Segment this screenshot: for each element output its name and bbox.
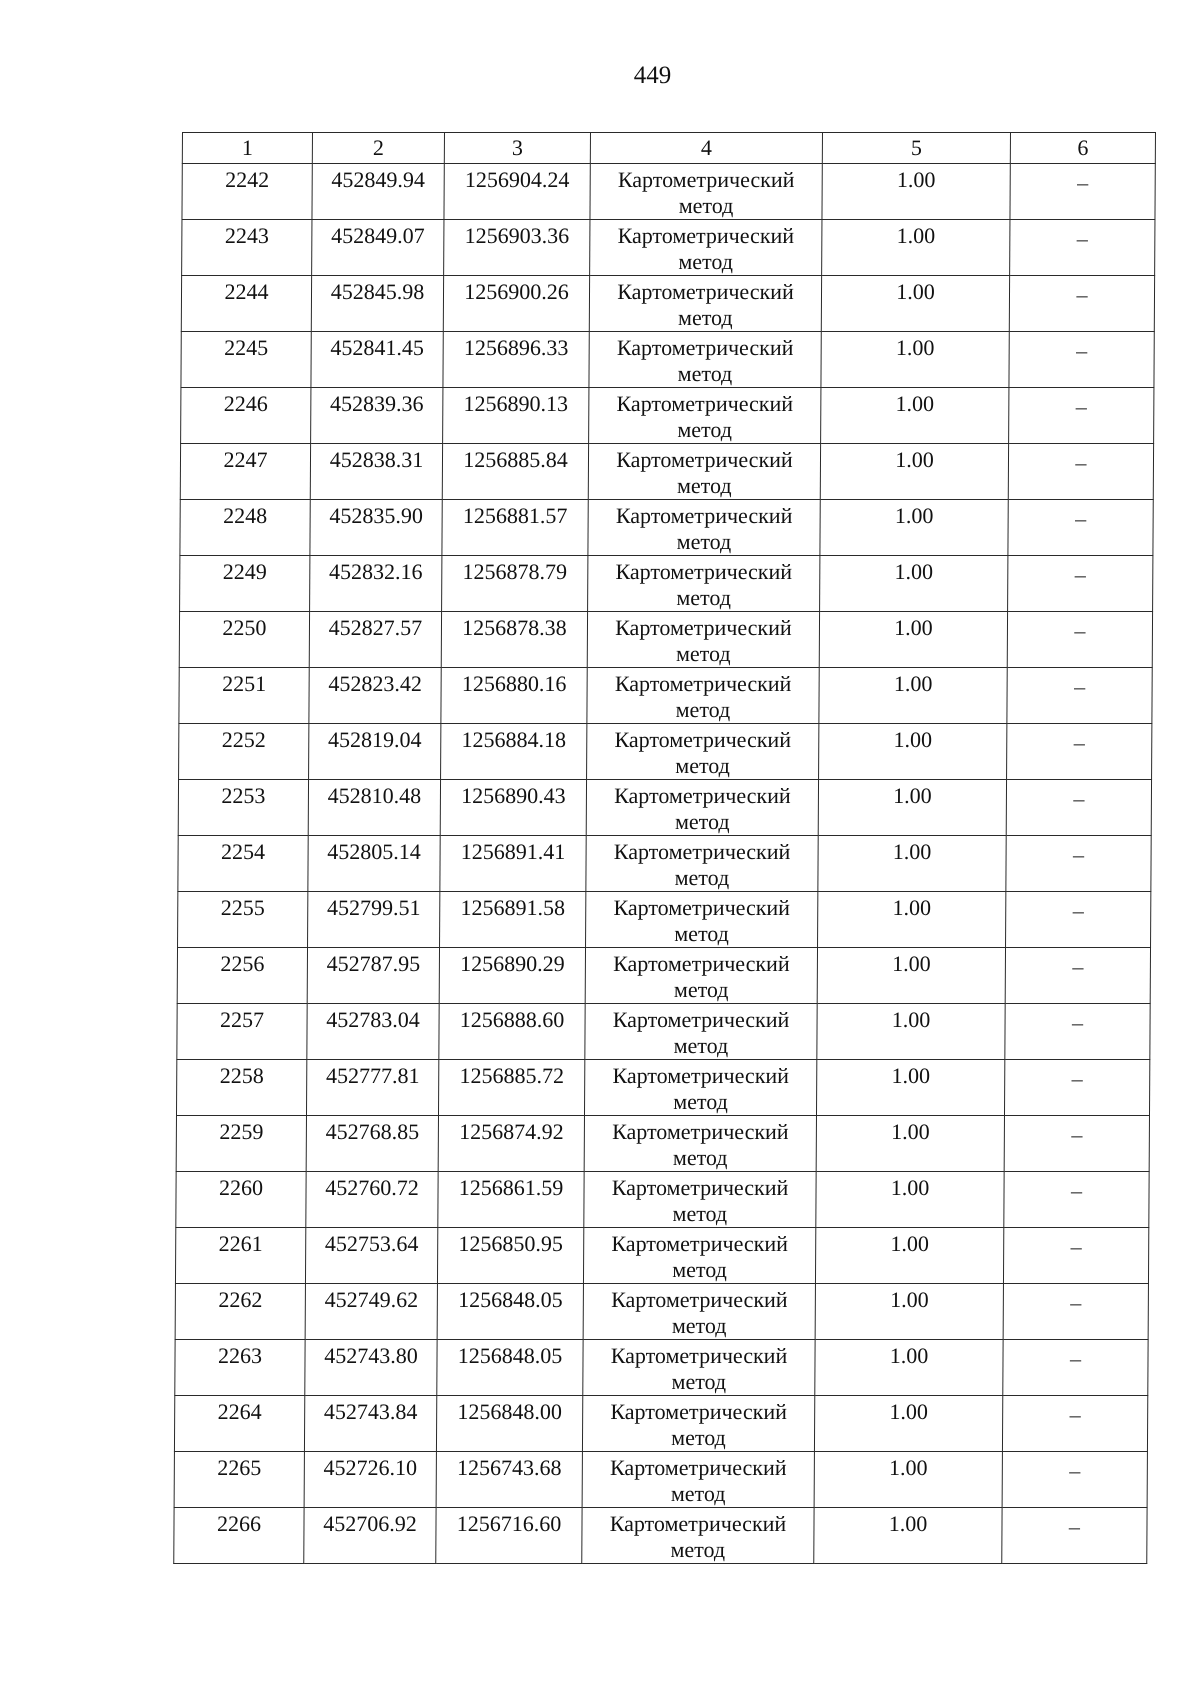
method-line-2: метод	[677, 417, 733, 442]
column-header-4: 4	[590, 133, 822, 164]
point-number-cell: 2262	[175, 1284, 305, 1340]
accuracy-cell: 1.00	[819, 724, 1007, 780]
x-coordinate-cell: 452849.07	[312, 220, 444, 276]
table-row	[180, 500, 1153, 556]
table-row	[182, 164, 1155, 220]
method-line-1: Картометрический	[615, 503, 793, 528]
note-cell: –	[1009, 388, 1154, 444]
table-row	[174, 1396, 1147, 1452]
table-row	[178, 892, 1151, 948]
method-line-1: Картометрический	[610, 1455, 787, 1480]
table-body	[174, 164, 1156, 1564]
method-cell	[589, 388, 821, 444]
point-number-cell: 2247	[180, 444, 310, 500]
x-coordinate-cell: 452827.57	[309, 612, 441, 668]
accuracy-cell: 1.00	[816, 1060, 1004, 1116]
method-line-2: метод	[672, 1201, 728, 1226]
point-number-cell: 2260	[176, 1172, 306, 1228]
table-row	[180, 444, 1153, 500]
y-coordinate-cell: 1256880.16	[441, 668, 587, 724]
method-cell	[583, 1284, 815, 1340]
accuracy-cell: 1.00	[817, 948, 1005, 1004]
accuracy-cell: 1.00	[820, 556, 1008, 612]
method-line-2: метод	[675, 641, 731, 666]
method-cell	[589, 332, 821, 388]
method-line-1: Картометрический	[617, 167, 795, 192]
table-row	[180, 556, 1153, 612]
accuracy-cell: 1.00	[820, 444, 1008, 500]
note-cell: –	[1007, 668, 1152, 724]
method-line-1: Картометрический	[615, 559, 793, 584]
method-line-1: Картометрический	[611, 1175, 789, 1200]
method-line-2: метод	[673, 977, 729, 1002]
column-header-1: 1	[182, 133, 312, 164]
y-coordinate-cell: 1256890.43	[440, 780, 586, 836]
method-line-1: Картометрический	[616, 447, 793, 472]
x-coordinate-cell: 452706.92	[304, 1508, 436, 1564]
x-coordinate-cell: 452753.64	[305, 1228, 437, 1284]
x-coordinate-cell: 452743.84	[304, 1396, 436, 1452]
table-header	[182, 133, 1155, 164]
method-line-2: метод	[672, 1257, 727, 1282]
method-cell	[588, 556, 820, 612]
method-cell	[585, 1004, 817, 1060]
method-cell	[582, 1508, 814, 1564]
note-cell: –	[1007, 724, 1152, 780]
note-cell: –	[1004, 1060, 1149, 1116]
x-coordinate-cell: 452768.85	[306, 1116, 438, 1172]
method-cell	[586, 836, 818, 892]
method-line-1: Картометрический	[616, 335, 794, 360]
method-line-2: метод	[673, 1089, 728, 1114]
method-line-1: Картометрический	[610, 1343, 788, 1368]
accuracy-cell: 1.00	[819, 612, 1007, 668]
point-number-cell: 2243	[182, 220, 312, 276]
method-line-1: Картометрический	[614, 783, 791, 808]
method-cell	[590, 220, 822, 276]
x-coordinate-cell: 452777.81	[306, 1060, 438, 1116]
y-coordinate-cell: 1256848.00	[436, 1396, 582, 1452]
note-cell: –	[1009, 276, 1154, 332]
note-cell: –	[1007, 612, 1152, 668]
y-coordinate-cell: 1256850.95	[437, 1228, 583, 1284]
point-number-cell: 2258	[176, 1060, 306, 1116]
method-cell	[584, 1116, 816, 1172]
note-cell: –	[1004, 1116, 1149, 1172]
accuracy-cell: 1.00	[815, 1228, 1003, 1284]
point-number-cell: 2249	[180, 556, 310, 612]
point-number-cell: 2254	[178, 836, 308, 892]
x-coordinate-cell: 452835.90	[310, 500, 442, 556]
method-line-2: метод	[674, 809, 730, 834]
y-coordinate-cell: 1256890.29	[439, 948, 585, 1004]
note-cell: –	[1006, 836, 1151, 892]
method-line-1: Картометрический	[613, 895, 791, 920]
method-line-1: Картометрический	[610, 1399, 787, 1424]
accuracy-cell: 1.00	[822, 220, 1010, 276]
method-line-1: Картометрический	[612, 1119, 789, 1144]
column-header-6: 6	[1010, 133, 1155, 164]
accuracy-cell: 1.00	[814, 1452, 1002, 1508]
x-coordinate-cell: 452838.31	[310, 444, 442, 500]
column-header-5: 5	[822, 133, 1010, 164]
x-coordinate-cell: 452845.98	[311, 276, 443, 332]
note-cell: –	[1002, 1508, 1147, 1564]
method-cell	[588, 444, 820, 500]
method-cell	[584, 1172, 816, 1228]
note-cell: –	[1008, 556, 1153, 612]
method-line-2: метод	[671, 1425, 726, 1450]
point-number-cell: 2253	[178, 780, 308, 836]
y-coordinate-cell: 1256881.57	[442, 500, 588, 556]
table-row	[176, 1116, 1149, 1172]
point-number-cell: 2251	[179, 668, 309, 724]
note-cell: –	[1004, 1172, 1149, 1228]
column-header-3: 3	[444, 133, 590, 164]
column-header-2: 2	[312, 133, 444, 164]
table-row	[174, 1508, 1147, 1564]
accuracy-cell: 1.00	[821, 388, 1009, 444]
table-row	[181, 388, 1154, 444]
point-number-cell: 2261	[175, 1228, 305, 1284]
table-row	[175, 1340, 1148, 1396]
accuracy-cell: 1.00	[822, 164, 1010, 220]
table-row	[175, 1228, 1148, 1284]
table-row	[181, 276, 1154, 332]
point-number-cell: 2259	[176, 1116, 306, 1172]
x-coordinate-cell: 452841.45	[311, 332, 443, 388]
header-row	[182, 133, 1155, 164]
accuracy-cell: 1.00	[821, 276, 1009, 332]
point-number-cell: 2265	[174, 1452, 304, 1508]
y-coordinate-cell: 1256900.26	[443, 276, 589, 332]
y-coordinate-cell: 1256874.92	[438, 1116, 584, 1172]
table-row	[177, 948, 1150, 1004]
method-cell	[590, 164, 822, 220]
accuracy-cell: 1.00	[818, 780, 1006, 836]
y-coordinate-cell: 1256891.41	[440, 836, 586, 892]
method-line-2: метод	[678, 249, 734, 274]
method-cell	[583, 1340, 815, 1396]
note-cell: –	[1006, 892, 1151, 948]
accuracy-cell: 1.00	[815, 1284, 1003, 1340]
accuracy-cell: 1.00	[818, 836, 1006, 892]
method-line-1: Картометрический	[609, 1511, 787, 1536]
method-cell	[589, 276, 821, 332]
note-cell: –	[1003, 1228, 1148, 1284]
accuracy-cell: 1.00	[819, 668, 1007, 724]
method-cell	[583, 1228, 815, 1284]
table-row	[177, 1004, 1150, 1060]
y-coordinate-cell: 1256743.68	[436, 1452, 582, 1508]
method-line-2: метод	[676, 529, 732, 554]
note-cell: –	[1006, 780, 1151, 836]
method-line-1: Картометрический	[617, 279, 794, 304]
note-cell: –	[1005, 1004, 1150, 1060]
x-coordinate-cell: 452823.42	[309, 668, 441, 724]
accuracy-cell: 1.00	[816, 1172, 1004, 1228]
y-coordinate-cell: 1256885.72	[438, 1060, 584, 1116]
table-row	[175, 1284, 1148, 1340]
method-line-1: Картометрический	[616, 391, 794, 416]
table-row	[174, 1452, 1147, 1508]
method-cell	[587, 668, 819, 724]
method-line-1: Картометрический	[611, 1287, 788, 1312]
point-number-cell: 2257	[177, 1004, 307, 1060]
point-number-cell: 2242	[182, 164, 312, 220]
page-number: 449	[633, 62, 672, 89]
method-cell	[586, 780, 818, 836]
y-coordinate-cell: 1256903.36	[444, 220, 590, 276]
accuracy-cell: 1.00	[817, 1004, 1005, 1060]
x-coordinate-cell: 452810.48	[308, 780, 440, 836]
accuracy-cell: 1.00	[815, 1340, 1003, 1396]
accuracy-cell: 1.00	[818, 892, 1006, 948]
method-line-2: метод	[672, 1145, 728, 1170]
accuracy-cell: 1.00	[814, 1396, 1002, 1452]
method-line-2: метод	[678, 193, 734, 218]
method-cell	[585, 948, 817, 1004]
method-line-2: метод	[675, 753, 730, 778]
y-coordinate-cell: 1256885.84	[442, 444, 588, 500]
coordinates-table	[173, 132, 1156, 1564]
method-line-1: Картометрический	[614, 727, 792, 752]
point-number-cell: 2255	[178, 892, 308, 948]
note-cell: –	[1003, 1340, 1148, 1396]
y-coordinate-cell: 1256878.79	[442, 556, 588, 612]
x-coordinate-cell: 452805.14	[308, 836, 440, 892]
y-coordinate-cell: 1256848.05	[437, 1284, 583, 1340]
method-line-2: метод	[671, 1313, 727, 1338]
x-coordinate-cell: 452832.16	[310, 556, 442, 612]
method-line-2: метод	[674, 921, 729, 946]
method-line-2: метод	[673, 1033, 729, 1058]
method-line-1: Картометрический	[611, 1231, 789, 1256]
method-line-2: метод	[675, 697, 731, 722]
table-row	[176, 1172, 1149, 1228]
method-line-2: метод	[670, 1481, 726, 1506]
point-number-cell: 2250	[179, 612, 309, 668]
method-cell	[587, 612, 819, 668]
method-line-2: метод	[671, 1369, 727, 1394]
method-line-2: метод	[676, 585, 732, 610]
method-line-1: Картометрический	[613, 839, 791, 864]
method-line-1: Картометрический	[613, 951, 790, 976]
method-cell	[587, 724, 819, 780]
point-number-cell: 2266	[174, 1508, 304, 1564]
note-cell: –	[1009, 332, 1154, 388]
method-line-1: Картометрический	[612, 1063, 790, 1088]
method-line-1: Картометрический	[612, 1007, 790, 1032]
table-row	[181, 332, 1154, 388]
x-coordinate-cell: 452760.72	[306, 1172, 438, 1228]
method-line-1: Картометрический	[614, 671, 792, 696]
method-line-2: метод	[677, 305, 733, 330]
method-cell	[582, 1452, 814, 1508]
x-coordinate-cell: 452839.36	[311, 388, 443, 444]
accuracy-cell: 1.00	[816, 1116, 1004, 1172]
point-number-cell: 2246	[181, 388, 311, 444]
point-number-cell: 2264	[174, 1396, 304, 1452]
accuracy-cell: 1.00	[821, 332, 1009, 388]
x-coordinate-cell: 452783.04	[307, 1004, 439, 1060]
y-coordinate-cell: 1256716.60	[436, 1508, 582, 1564]
method-line-2: метод	[674, 865, 730, 890]
x-coordinate-cell: 452749.62	[305, 1284, 437, 1340]
note-cell: –	[1002, 1396, 1147, 1452]
point-number-cell: 2248	[180, 500, 310, 556]
method-cell	[588, 500, 820, 556]
point-number-cell: 2244	[181, 276, 311, 332]
note-cell: –	[1005, 948, 1150, 1004]
x-coordinate-cell: 452799.51	[308, 892, 440, 948]
x-coordinate-cell: 452787.95	[307, 948, 439, 1004]
method-cell	[582, 1396, 814, 1452]
note-cell: –	[1003, 1284, 1148, 1340]
table-row	[179, 668, 1152, 724]
x-coordinate-cell: 452849.94	[312, 164, 444, 220]
table-row	[176, 1060, 1149, 1116]
note-cell: –	[1008, 444, 1153, 500]
note-cell: –	[1008, 500, 1153, 556]
point-number-cell: 2256	[177, 948, 307, 1004]
y-coordinate-cell: 1256896.33	[443, 332, 589, 388]
method-line-1: Картометрический	[615, 615, 792, 640]
y-coordinate-cell: 1256848.05	[437, 1340, 583, 1396]
point-number-cell: 2245	[181, 332, 311, 388]
note-cell: –	[1010, 220, 1155, 276]
y-coordinate-cell: 1256904.24	[444, 164, 590, 220]
method-cell	[584, 1060, 816, 1116]
point-number-cell: 2252	[179, 724, 309, 780]
x-coordinate-cell: 452819.04	[309, 724, 441, 780]
method-line-2: метод	[670, 1537, 726, 1562]
y-coordinate-cell: 1256878.38	[441, 612, 587, 668]
table-row	[182, 220, 1155, 276]
accuracy-cell: 1.00	[814, 1508, 1002, 1564]
method-cell	[586, 892, 818, 948]
y-coordinate-cell: 1256888.60	[439, 1004, 585, 1060]
point-number-cell: 2263	[175, 1340, 305, 1396]
y-coordinate-cell: 1256890.13	[443, 388, 589, 444]
table-row	[179, 724, 1152, 780]
y-coordinate-cell: 1256884.18	[441, 724, 587, 780]
x-coordinate-cell: 452726.10	[304, 1452, 436, 1508]
method-line-2: метод	[676, 473, 732, 498]
method-line-2: метод	[677, 361, 733, 386]
table-row	[178, 780, 1151, 836]
y-coordinate-cell: 1256891.58	[440, 892, 586, 948]
note-cell: –	[1002, 1452, 1147, 1508]
x-coordinate-cell: 452743.80	[305, 1340, 437, 1396]
accuracy-cell: 1.00	[820, 500, 1008, 556]
table-row	[178, 836, 1151, 892]
y-coordinate-cell: 1256861.59	[438, 1172, 584, 1228]
table-row	[179, 612, 1152, 668]
note-cell: –	[1010, 164, 1155, 220]
method-line-1: Картометрический	[617, 223, 795, 248]
